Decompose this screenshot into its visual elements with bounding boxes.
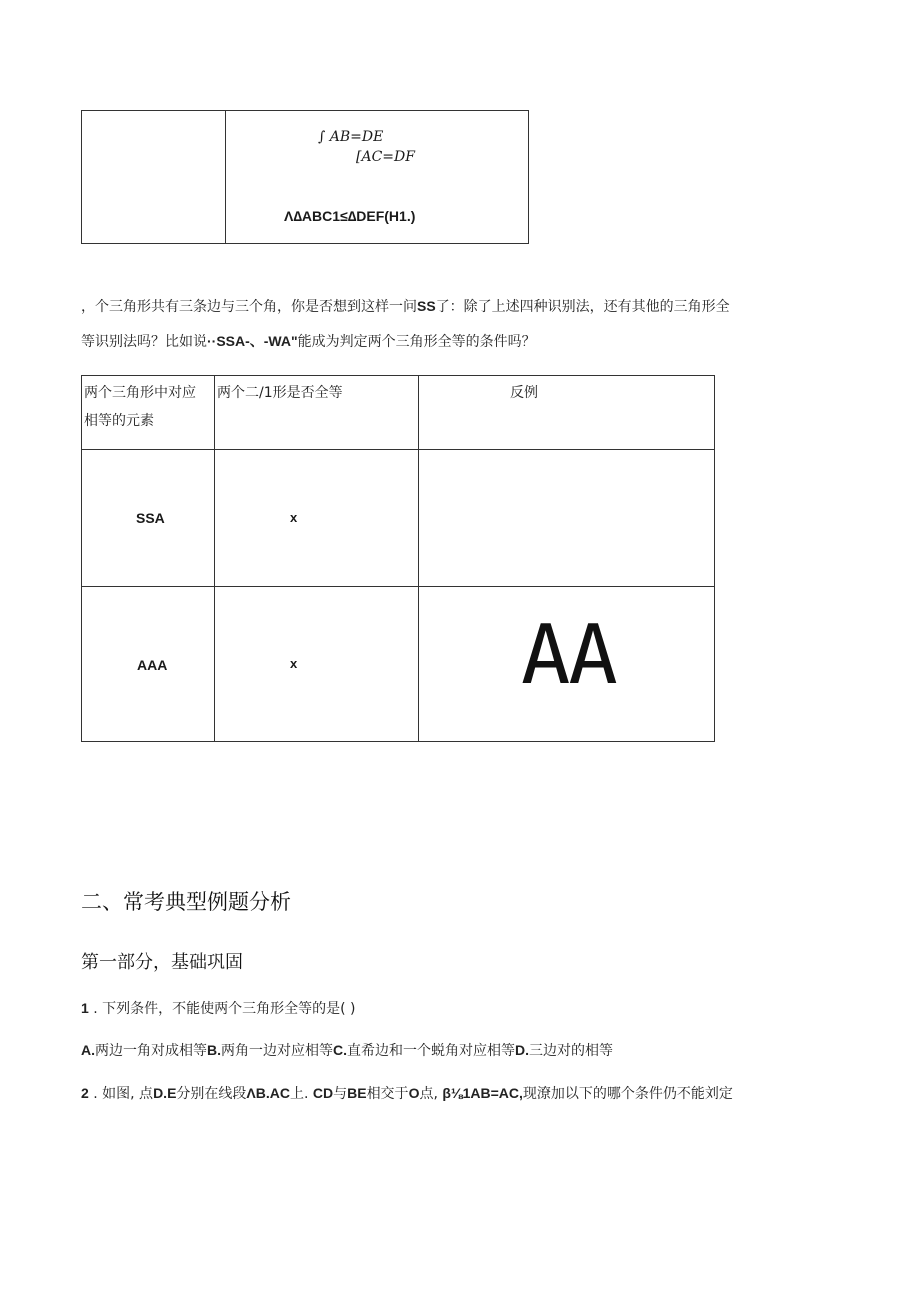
- section-title: 二、常考典型例题分析: [81, 890, 291, 914]
- row-aaa-example: AA: [521, 608, 616, 703]
- option-a: 两边一角对成相等: [95, 1043, 207, 1059]
- header-counterexample: 反例: [510, 385, 538, 401]
- intro-line-2: 等识别法吗？比如说··SSA-、-WA"能成为判定两个三角形全等的条件吗？: [81, 333, 536, 350]
- option-b: 两角一边对应相等: [221, 1043, 333, 1059]
- table-divider: [82, 586, 714, 587]
- row-ssa-congruent: x: [290, 510, 298, 525]
- header-congruent: 两个二/1形是否全等: [217, 385, 343, 401]
- question-1: 1 . 下列条件，不能使两个三角形全等的是( ): [81, 1000, 356, 1017]
- row-aaa-element: AAA: [137, 657, 168, 673]
- condition-ab-de: ∫ AB=DE: [318, 129, 384, 145]
- conclusion: Λ∆ABC1≤∆DEF(H1.): [284, 208, 416, 224]
- table-divider: [225, 111, 226, 243]
- row-ssa-element: SSA: [136, 510, 165, 526]
- table-divider: [418, 376, 419, 741]
- counterexample-table: [81, 375, 715, 742]
- option-d: 三边对的相等: [529, 1043, 613, 1059]
- intro-line-1: ，个三角形共有三条边与三个角，你是否想到这样一问SS了：除了上述四种识别法，还有其他的三角形全: [81, 298, 730, 315]
- section-subtitle: 第一部分，基础巩固: [81, 952, 243, 973]
- option-a-label: A.: [81, 1042, 95, 1058]
- table-divider: [82, 449, 714, 450]
- condition-ac-df: [AC=DF: [356, 149, 415, 165]
- option-d-label: D.: [515, 1042, 529, 1058]
- option-c: 直希边和一个蜕角对应相等: [347, 1043, 515, 1059]
- header-elements: 两个三角形中对应 相等的元素: [84, 385, 196, 429]
- question-1-options: [81, 1040, 613, 1060]
- question-2: 2 . 如图, 点D.E分别在线段ΛB.AC上. CD与BE相交于O点, β⅛1AB=AC,现潦加以下的哪个条件仍不能刘定: [81, 1085, 733, 1102]
- option-b-label: B.: [207, 1042, 221, 1058]
- option-c-label: C.: [333, 1042, 347, 1058]
- row-aaa-congruent: x: [290, 656, 298, 671]
- table-divider: [214, 376, 215, 741]
- proof-table: [81, 110, 529, 244]
